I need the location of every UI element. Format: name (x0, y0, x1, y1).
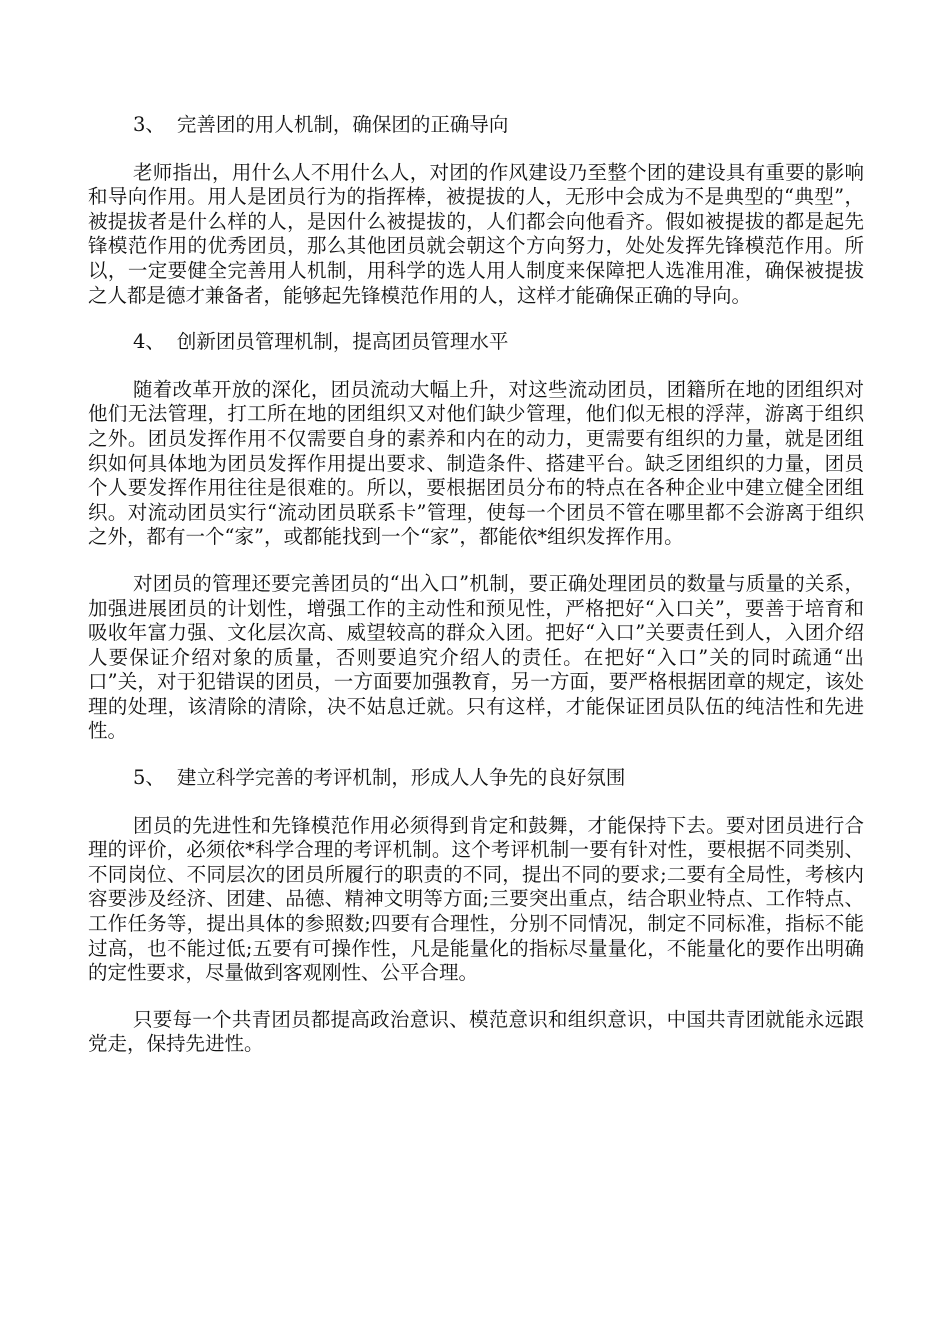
document-body (88, 113, 864, 1079)
section-title: 完善团的用人机制，确保团的正确导向 (176, 113, 509, 136)
section-title: 建立科学完善的考评机制，形成人人争先的良好氛围 (176, 766, 626, 790)
paragraph-conclusion: 只要每一个共青团员都提高政治意识、模范意识和组织意识，中国共青团就能永远跟党走，保持先进性。 (88, 1007, 864, 1056)
paragraph: 团员的先进性和先锋模范作用必须得到肯定和鼓舞，才能保持下去。要对团员进行合理的评价，必须依*科学合理的考评机制。这个考评机制一要有针对性，要根据不同类别、不同岗位、不同层次的团员所履行的职责的不同，提出不同的要求;二要有全局性，考核内容要涉及经济、团建、品德、精神文明等方面;三要突出重点，结合职业特点、工作特点、工作任务等，提出具体的参照数;四要有合理性，分别不同情况，制定不同标准，指标不能过高，也不能过低;五要有可操作性，凡是能量化的指标尽量量化，不能量化的要作出明确的定性要求，尽量做到客观刚性、公平合理。 (88, 813, 864, 985)
paragraph: 随着改革开放的深化，团员流动大幅上升，对这些流动团员，团籍所在地的团组织对他们无法管理，打工所在地的团组织又对他们缺少管理，他们似无根的浮萍，游离于组织之外。团员发挥作用不仅需要自身的素养和内在的动力，更需要有组织的力量，就是团组织如何具体地为团员发挥作用提出要求、制造条件、搭建平台。缺乏团组织的力量，团员个人要发挥作用往往是很难的。所以，要根据团员分布的特点在各种企业中建立健全团组织。对流动团员实行“流动团员联系卡”管理，使每一个团员不管在哪里都不会游离于组织之外，都有一个“家”，或都能找到一个“家”，都能依*组织发挥作用。 (88, 377, 864, 549)
section-number: 4、 (133, 330, 165, 354)
section-heading-5 (88, 766, 864, 791)
paragraph: 老师指出，用什么人不用什么人，对团的作风建设乃至整个团的建设具有重要的影响和导向作用。用人是团员行为的指挥棒，被提拔的人，无形中会成为不是典型的“典型”，被提拔者是什么样的人，是因什么被提拔的，人们都会向他看齐。假如被提拔的都是起先锋模范作用的优秀团员，那么其他团员就会朝这个方向努力，处处发挥先锋模范作用。所以，一定要健全完善用人机制，用科学的选人用人制度来保障把人选准用准，确保被提拔之人都是德才兼备者，能够起先锋模范作用的人，这样才能确保正确的导向。 (88, 160, 864, 307)
section-number: 5、 (133, 766, 165, 790)
section-heading-3 (88, 113, 864, 138)
section-title: 创新团员管理机制，提高团员管理水平 (176, 330, 509, 354)
section-number: 3、 (133, 113, 165, 136)
section-heading-4 (88, 330, 864, 355)
paragraph: 对团员的管理还要完善团员的“出入口”机制，要正确处理团员的数量与质量的关系，加强进展团员的计划性，增强工作的主动性和预见性，严格把好“入口关”，要善于培育和吸收年富力强、文化层次高、威望较高的群众入团。把好“入口”关要责任到人，入团介绍人要保证介绍对象的质量，否则要追究介绍人的责任。在把好“入口”关的同时疏通“出口”关，对于犯错误的团员，一方面要加强教育，另一方面，要严格根据团章的规定，该处理的处理，该清除的清除，决不姑息迁就。只有这样，才能保证团员队伍的纯洁性和先进性。 (88, 571, 864, 743)
